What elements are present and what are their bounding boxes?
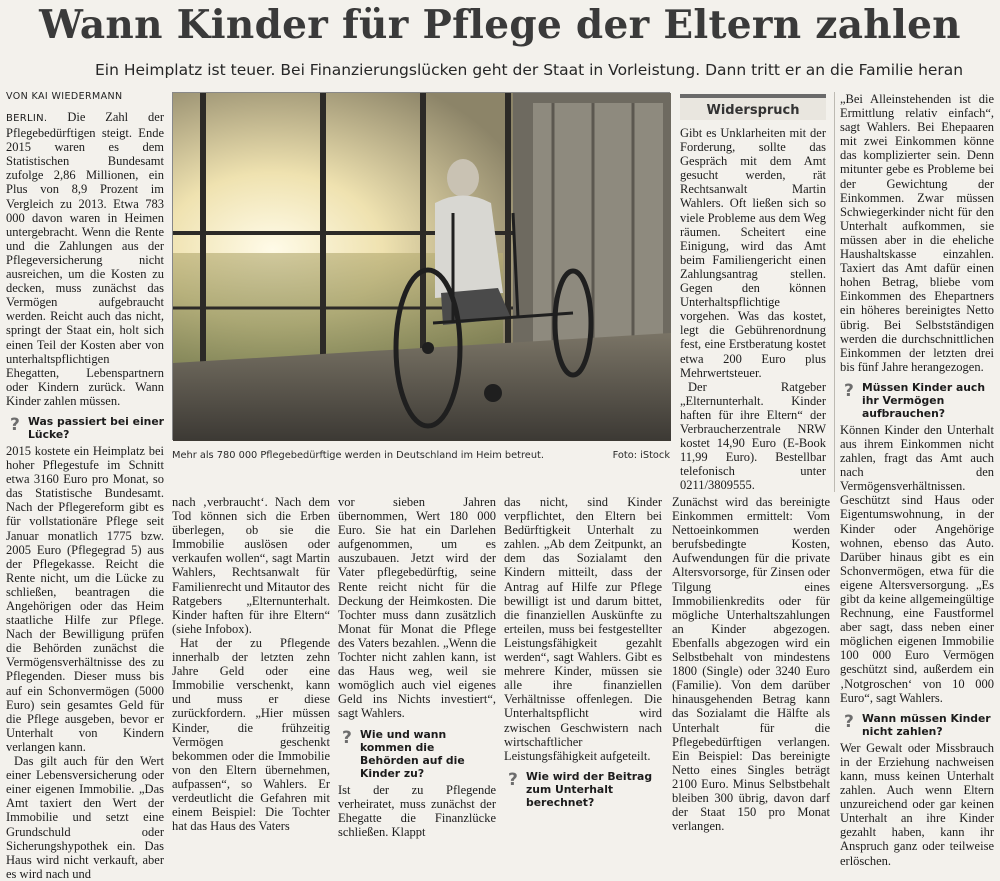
question-heading: ? Müssen Kinder auch ihr Vermögen aufbrauchen? [840, 381, 994, 420]
column-6 [840, 92, 994, 868]
question-mark-icon: ? [844, 380, 854, 401]
column-1 [6, 110, 164, 881]
column-1-paragraph-3: Das gilt auch für den Wert einer Lebensversicherung oder einer eigenen Immobilie. „Das Amt taxiert den Wert der Immobilie und setzt eine Grundschuld oder Sicherungshypothek ein. Das Haus wird nicht verkauft, aber es wird nach und [6, 754, 164, 881]
question-heading: ? Wie wird der Beitrag zum Unterhalt berechnet? [504, 770, 662, 809]
column-6-paragraph-1: „Bei Alleinstehenden ist die Ermittlung relativ einfach“, sagt Wahlers. Bei Ehepaaren mit zwei Einkommen könne das komplizierter sein. Denn mitunter gebe es Probleme bei der Gewichtung der Einkommen. Zwar müssen Schwiegerkinder nicht für den Unterhalt aufkommen, sie müssen aber in die eheliche Haushaltskasse einzahlen. Taxiert das Amt dafür einen hohen Betrag, bliebe vom Einkommen des Ehepartners ein höheres bereinigtes Netto übrig. Bei Selbstständigen werden die durchschnittlichen Einkommen der letzten drei bis fünf Jahre herangezogen. [840, 92, 994, 374]
column-5 [672, 495, 830, 834]
infobox [680, 126, 826, 493]
caption-text: Mehr als 780 000 Pflegebedürftige werden in Deutschland im Heim betreut. [172, 450, 544, 461]
column-6-paragraph-2: Können Kinder den Unterhalt aus ihrem Einkommen nicht zahlen, fragt das Amt auch nach den Vermögensverhältnissen. Geschützt sind Haus oder Eigentumswohnung, in der Kinder oder Angehörige wohnen, ebenso das Auto. Darüber hinaus gibt es ein Schonvermögen, etwa für die eigene Altersversorgung. „Es gibt da keine allgemeingültige Rechnung, eine Faustformel aber sagt, dass neben einer möglichen eigenen Immobilie 100 000 Euro Vermögen geschützt sind, außerdem ein ‚Notgroschen‘ von 10 000 Euro“, sagt Wahlers. [840, 422, 994, 705]
question-mark-icon: ? [342, 727, 352, 748]
column-1-paragraph-1: BERLIN. Die Zahl der Pflegebedürftigen steigt. Ende 2015 waren es dem Statistischen Bundesamt zufolge 2,86 Millionen, ein Plus von 8,9 Prozent im Vergleich zu 2013. Etwa 783 000 davon waren in Heimen untergebracht. Wenn die Rente und die Zahlungen aus der Pflegeversicherung nicht ausreichen, um die Kosten zu decken, muss zunächst das Vermögen aufgebraucht werden. Reicht auch das nicht, springt der Staat ein, holt sich einen Teil der Kosten aber von unterhaltspflichtigen Ehegatten, Lebenspartnern oder Kindern zurück. Wann Kinder zahlen müssen. [6, 110, 164, 408]
column-3 [338, 495, 496, 839]
column-4 [504, 495, 662, 809]
column-4-paragraph-1: das nicht, sind Kinder verpflichtet, den Eltern bei Bedürftigkeit Unterhalt zu zahlen. „Ab dem Zeitpunkt, an dem das Sozialamt den Kindern mitteilt, dass der Antrag auf Hilfe zur Pflege bewilligt ist und darum bittet, die finanziellen Auskünfte zu erteilen, muss bei festgestellter Leistungsfähigkeit gezahlt werden“, sagt Wahlers. Gibt es mehrere Kinder, müssen sie alle ihre finanziellen Verhältnisse offenlegen. Die Unterhaltspflicht wird zwischen Geschwistern nach wirtschaftlicher Leistungsfähigkeit aufgeteilt. [504, 495, 662, 763]
column-2-paragraph-2: Hat der zu Pflegende innerhalb der letzten zehn Jahre Geld oder eine Immobilie verschenkt, kann und muss er diese zurückfordern. „Hier müssen Kinder, die frühzeitig Vermögen geschenkt bekommen oder die Immobilie von den Eltern übernehmen, aufpassen“, so Wahlers. Er verdeutlicht die Gefahren mit einem Beispiel: Die Tochter hat das Haus des Vaters [172, 635, 330, 834]
dateline: BERLIN. [6, 113, 48, 124]
article-photo [172, 92, 670, 440]
question-mark-icon: ? [10, 414, 20, 435]
infobox-title: Widerspruch [680, 94, 826, 120]
column-3-paragraph-2: Ist der zu Pflegende verheiratet, muss zunächst der Ehegatte die Finanzlücke schließen. Klappt [338, 782, 496, 839]
column-3-paragraph-1: vor sieben Jahren übernommen, Wert 180 000 Euro. Sie hat ein Darlehen aufgenommen, um es auszubauen. Jetzt wird der Vater pflegebedürftig, seine Rente reicht nicht für die Deckung der Heimkosten. Die Tochter muss dann zusätzlich Monat für Monat die Pflege des Vaters bezahlen. „Wenn die Tochter nicht zahlen kann, ist das Haus weg, weil sie womöglich auch viel eigenes Geld ins Nichts investiert“, sagt Wahlers. [338, 495, 496, 721]
column-divider [834, 92, 835, 492]
column-6-paragraph-3: Wer Gewalt oder Missbrauch in der Erziehung nachweisen kann, muss keinen Unterhalt zahlen. Auch wenn Eltern unzureichend oder gar keinen Unterhalt an ihre Kinder gezahlt haben, kann ihr Anspruch ganz oder teilweise erlöschen. [840, 740, 994, 868]
infobox-paragraph-1: Gibt es Unklarheiten mit der Forderung, sollte das Gespräch mit dem Amt gesucht werden, rät Rechtsanwalt Martin Wahlers. Oft ließen sich so viele Probleme aus dem Weg räumen. Scheitert eine Einigung, wird das Amt beim Familiengericht einen Zahlungsantrag stellen. Gegen den können Unterhaltspflichtige vorgehen. Was das kostet, legt die Gebührenordnung fest, eine Erstberatung kostet etwa 200 Euro plus Mehrwertsteuer. [680, 126, 826, 380]
infobox-paragraph-2: Der Ratgeber „Elternunterhalt. Kinder haften für ihre Eltern“ der Verbraucherzentrale NRW kostet 14,90 Euro (E-Book 11,99 Euro). Bestellbar telefonisch unter 0211/3809555. [680, 379, 826, 493]
photo-credit: Foto: iStock [612, 450, 670, 461]
column-2-paragraph-1: nach ‚verbraucht‘. Nach dem Tod können sich die Erben überlegen, ob sie die Immobilie auslösen oder verkaufen wollen“, sagt Martin Wahlers, Rechtsanwalt für Familienrecht und Mitautor des Ratgebers „Elternunterhalt. Kinder haften für ihre Eltern“ (siehe Infobox). [172, 495, 330, 636]
column-5-paragraph-1: Zunächst wird das bereinigte Einkommen ermittelt: Vom Nettoeinkommen werden berufsbedingte Kosten, Aufwendungen für die private Altersvorsorge, für Zinsen oder Tilgung eines Immobilienkredits oder für mögliche Unterhaltszahlungen an Kinder abgezogen. Ebenfalls abgezogen wird ein Selbstbehalt von mindestens 1800 (Single) oder 3240 Euro (Familie). Von dem darüber hinausgehenden Betrag kann das Sozialamt die Hälfte als Unterhalt für die Pflegebedürftigen verlangen. Ein Beispiel: Das bereinigte Netto eines Singles beträgt 2100 Euro. Minus Selbstbehalt bleiben 300 übrig, davon darf der Staat 150 pro Monat verlangen. [672, 495, 830, 834]
column-1-paragraph-2: 2015 kostete ein Heimplatz bei hoher Pflegestufe im Schnitt etwa 3160 Euro pro Monat, so das Statistische Bundesamt. Nach der Pflegereform gibt es für vollstationäre Pflege seit Januar monatlich 1775 bzw. 2005 Euro (Pflegegrad 5) aus der Pflegekasse. Reicht die Rente nicht, um die Lücke zu schließen, beantragen die Angehörigen oder das Heim staatliche Hilfe zur Pflege. Nach der Bewilligung prüfen die Behörden zunächst die Vermögensverhältnisse des zu Pflegenden. Dieser muss bis auf ein Schonvermögen (5000 Euro) sein gesamtes Geld für die Pflege ausgeben, bevor er Unterhalt von Kindern verlangen kann. [6, 443, 164, 754]
photo-caption [172, 450, 670, 462]
subline: Ein Heimplatz ist teuer. Bei Finanzierungslücken geht der Staat in Vorleistung. Dann tritt er an die Familie heran [95, 61, 964, 79]
question-heading: ? Wie und wann kommen die Behörden auf die Kinder zu? [338, 728, 496, 780]
question-heading: ? Was passiert bei einer Lücke? [6, 415, 164, 441]
author-byline: VON KAI WIEDERMANN [6, 91, 123, 102]
question-mark-icon: ? [508, 769, 518, 790]
question-heading: ? Wann müssen Kinder nicht zahlen? [840, 712, 994, 738]
headline: Wann Kinder für Pflege der Eltern zahlen [39, 2, 961, 48]
question-mark-icon: ? [844, 711, 854, 732]
column-2 [172, 495, 330, 834]
